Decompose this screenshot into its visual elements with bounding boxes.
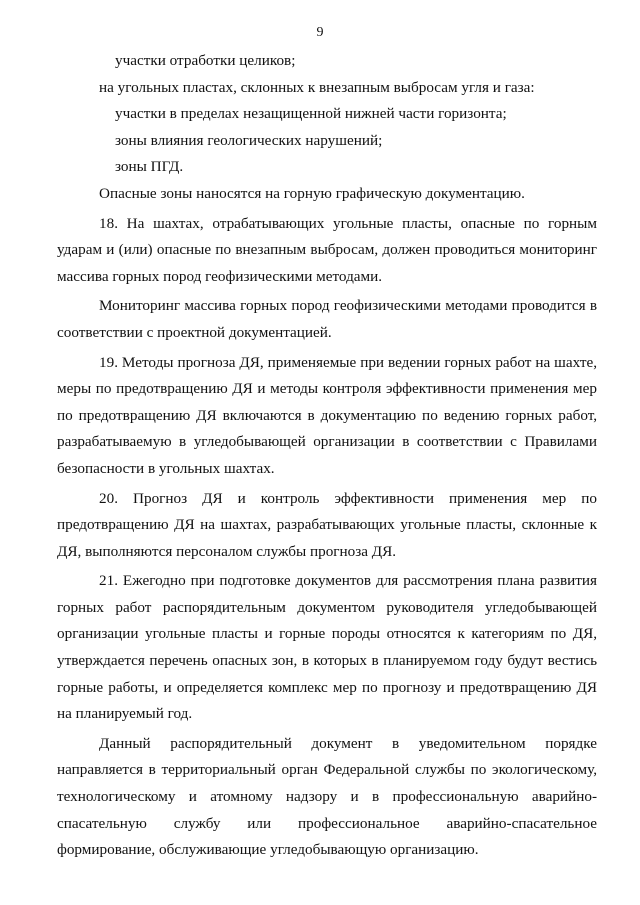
- paragraph: Мониторинг массива горных пород геофизическими методами проводится в соответствии с проектной документацией.: [57, 297, 597, 341]
- page-number: 9: [316, 25, 324, 40]
- paragraph-clause-18: 18. На шахтах, отрабатывающих угольные пласты, опасные по горным ударам и (или) опасные по внезапным выбросам, должен проводиться мониторинг массива горных пород геофизическими методами.: [57, 214, 597, 285]
- list-item: зоны ПГД.: [115, 158, 184, 176]
- document-body: [57, 48, 597, 864]
- paragraph-clause-19: 19. Методы прогноза ДЯ, применяемые при ведении горных работ на шахте, меры по предотвращению ДЯ и методы контроля эффективности применения мер по предотвращению ДЯ включаются в документацию по ведению горных работ, разрабатываемую в угледобывающей организации в соответствии с Правилами безопасности в угольных шахтах.: [57, 353, 597, 477]
- list-item: участки в пределах незащищенной нижней части горизонта;: [115, 105, 507, 123]
- paragraph-clause-21: 21. Ежегодно при подготовке документов для рассмотрения плана развития горных работ распорядительным документом руководителя угледобывающей организации угольные пласты и горные породы относятся к категориям по ДЯ, утверждается перечень опасных зон, в которых в планируемом году будут вестись горные работы, и определяется комплекс мер по прогнозу и предотвращению ДЯ на планируемый год.: [57, 572, 597, 723]
- list-item: зоны влияния геологических нарушений;: [115, 131, 383, 149]
- paragraph-clause-20: 20. Прогноз ДЯ и контроль эффективности применения мер по предотвращению ДЯ на шахтах, разрабатывающих угольные пласты, склонные к ДЯ, выполняются персоналом службы прогноза ДЯ.: [57, 489, 597, 560]
- paragraph: Данный распорядительный документ в уведомительном порядке направляется в территориальный орган Федеральной службы по экологическому, технологическому и атомному надзору и в профессиональную аварийно-спасательную службу или профессиональное аварийно-спасательное формирование, обслуживающие угледобывающую организацию.: [57, 734, 597, 859]
- list-item: участки отработки целиков;: [115, 52, 296, 69]
- list-item: на угольных пластах, склонных к внезапным выбросам угля и газа:: [99, 78, 535, 96]
- paragraph: Опасные зоны наносятся на горную графическую документацию.: [99, 184, 525, 202]
